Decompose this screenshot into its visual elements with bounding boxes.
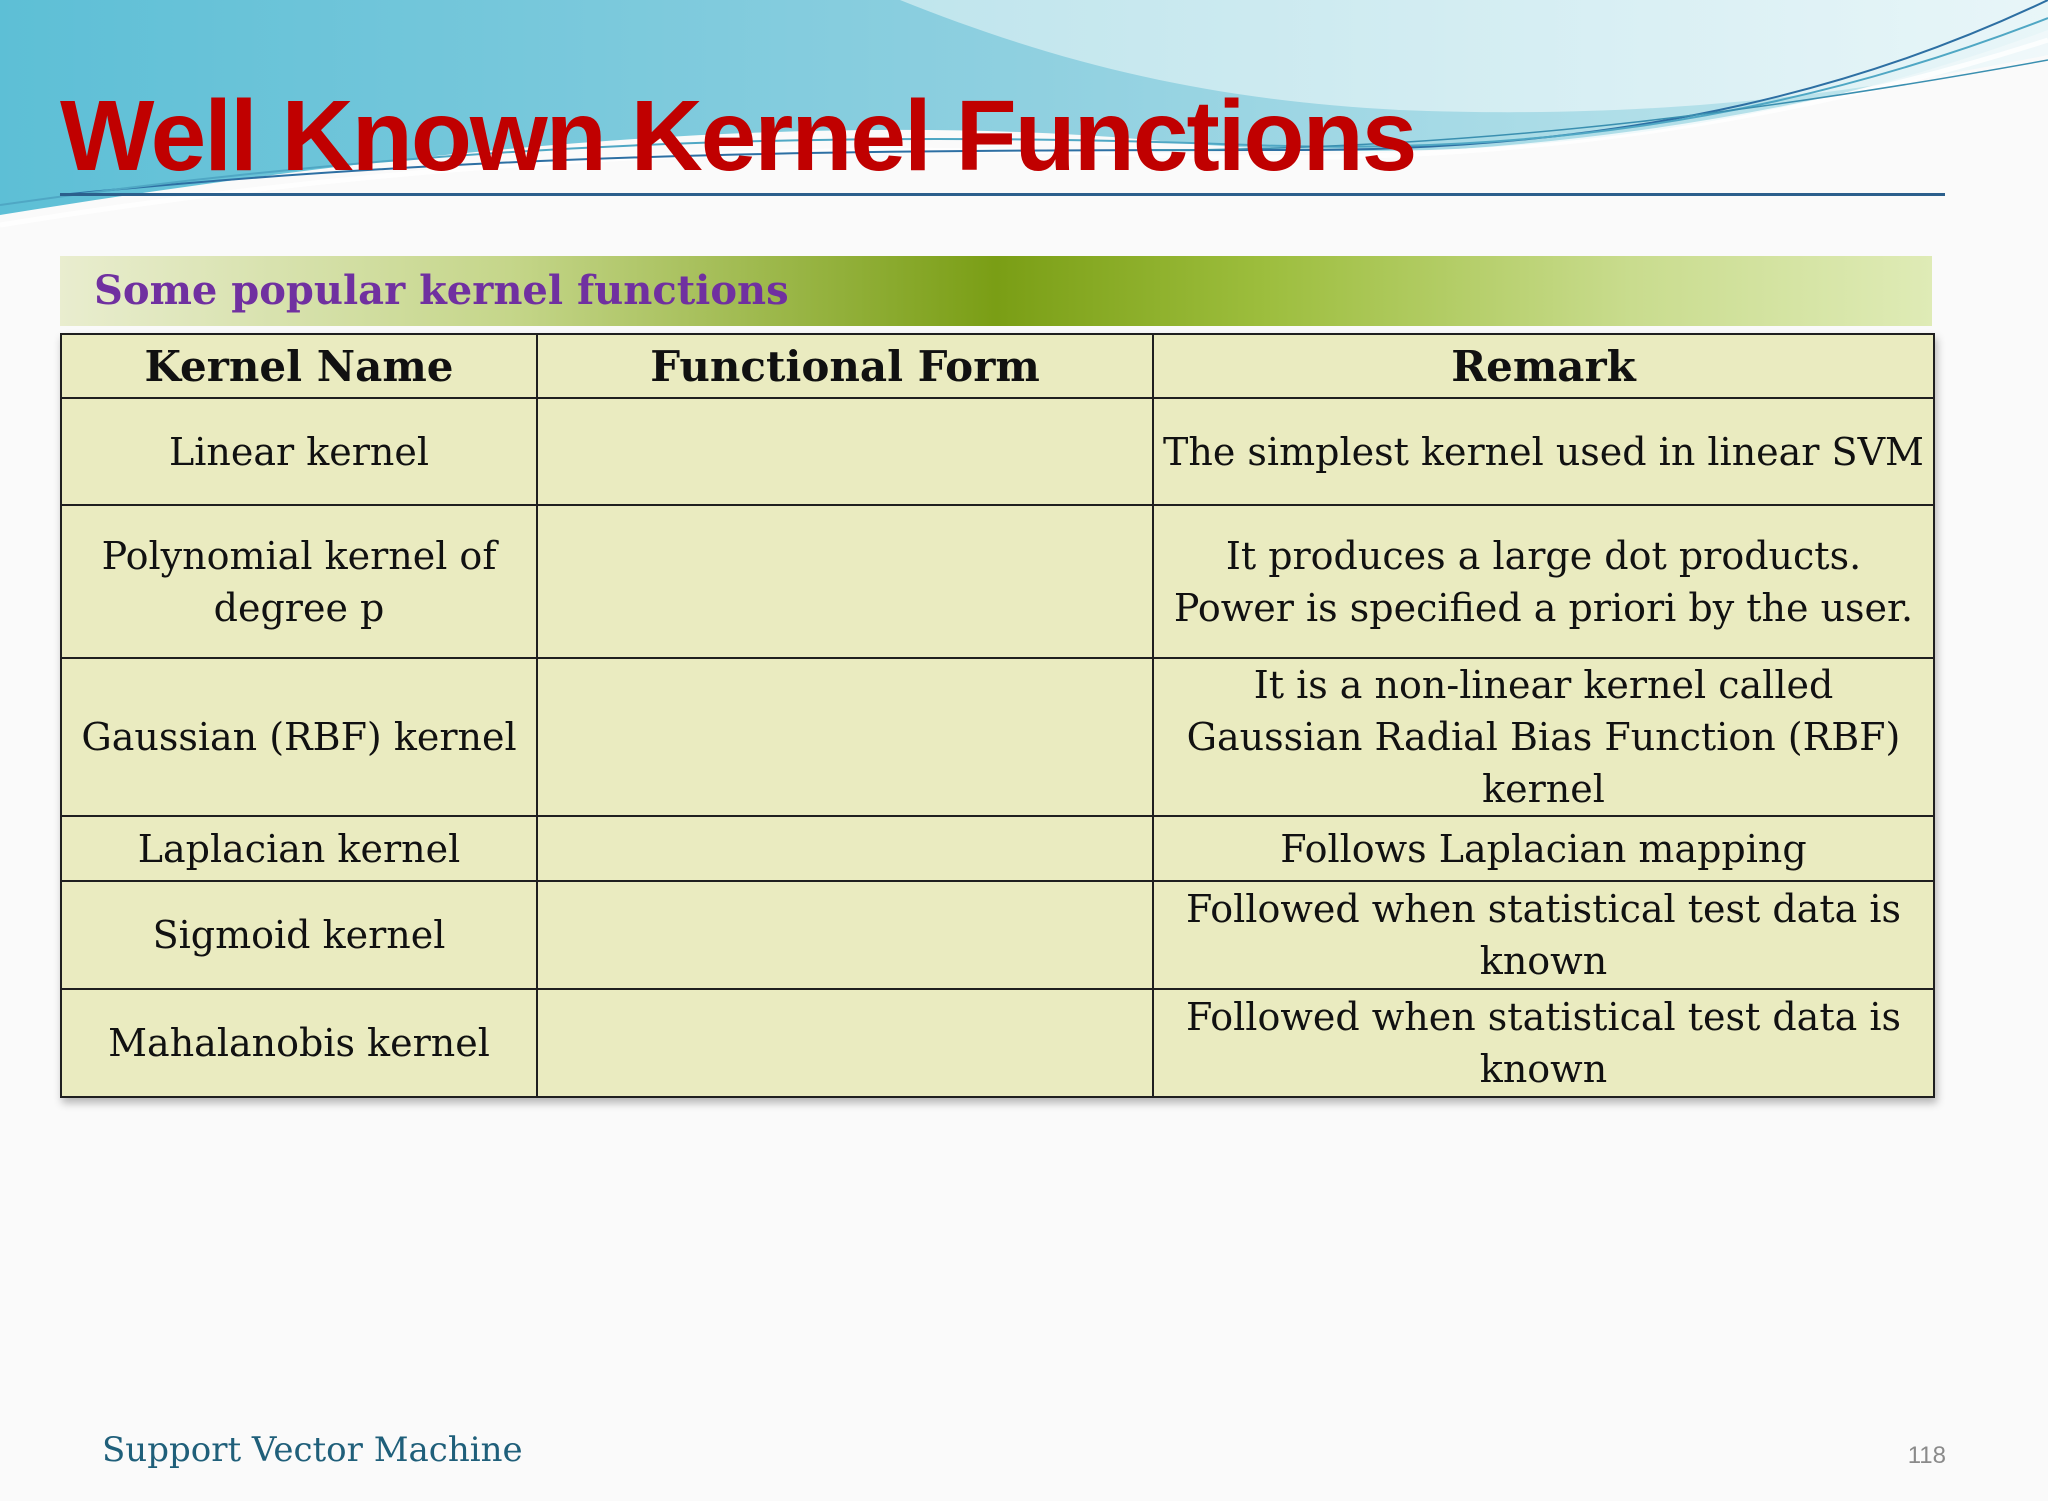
kernel-name-cell: Laplacian kernel	[61, 816, 537, 881]
remark-cell: The simplest kernel used in linear SVM	[1153, 398, 1934, 505]
functional-form-cell	[537, 398, 1153, 505]
section-banner	[60, 256, 1932, 326]
kernel-name-cell: Sigmoid kernel	[61, 881, 537, 989]
remark-cell: Followed when statistical test data is known	[1153, 989, 1934, 1097]
footer-course-title: Support Vector Machine	[102, 1430, 523, 1470]
table-row	[61, 505, 1934, 658]
kernel-table	[60, 333, 1935, 1098]
table-row	[61, 881, 1934, 989]
title-underline	[60, 193, 1945, 196]
remark-cell: It is a non-linear kernel called Gaussian Radial Bias Function (RBF) kernel	[1153, 658, 1934, 816]
kernel-name-cell: Gaussian (RBF) kernel	[61, 658, 537, 816]
kernel-name-cell: Linear kernel	[61, 398, 537, 505]
header-kernel-name: Kernel Name	[61, 334, 537, 398]
table-header-row	[61, 334, 1934, 398]
functional-form-cell	[537, 989, 1153, 1097]
remark-cell: Follows Laplacian mapping	[1153, 816, 1934, 881]
table-row	[61, 816, 1934, 881]
kernel-name-cell: Mahalanobis kernel	[61, 989, 537, 1097]
header-remark: Remark	[1153, 334, 1934, 398]
header-functional-form: Functional Form	[537, 334, 1153, 398]
functional-form-cell	[537, 816, 1153, 881]
page-number: 118	[1907, 1442, 1946, 1469]
banner-text: Some popular kernel functions	[94, 267, 789, 314]
table-row	[61, 658, 1934, 816]
functional-form-cell	[537, 881, 1153, 989]
remark-cell: Followed when statistical test data is known	[1153, 881, 1934, 989]
table-row	[61, 398, 1934, 505]
functional-form-cell	[537, 505, 1153, 658]
remark-cell: It produces a large dot products. Power is specified a priori by the user.	[1153, 505, 1934, 658]
table-row	[61, 989, 1934, 1097]
kernel-name-cell: Polynomial kernel of degree p	[61, 505, 537, 658]
functional-form-cell	[537, 658, 1153, 816]
slide-title: Well Known Kernel Functions	[60, 80, 1416, 192]
